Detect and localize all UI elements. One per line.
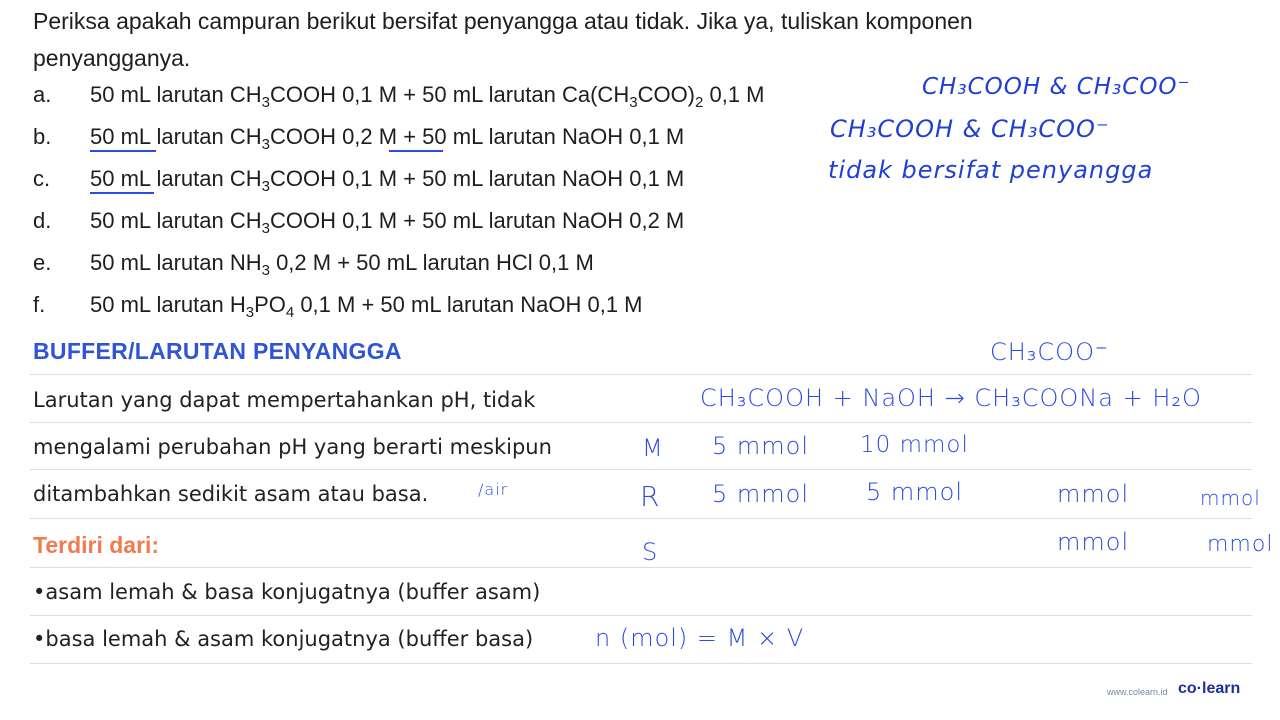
divider — [30, 374, 1252, 375]
bullet-dot: • — [33, 580, 46, 604]
option-list — [33, 82, 833, 321]
definition-line-2: mengalami perubahan pH yang berarti meskipun — [33, 435, 552, 459]
divider — [30, 518, 1252, 519]
handwritten-formula: n (mol) = M × V — [595, 624, 805, 652]
handwritten-r-value-1: 5 mmol — [712, 480, 810, 508]
handwritten-air-note: /air — [478, 480, 509, 499]
definition-line-1: Larutan yang dapat mempertahankan pH, tidak — [33, 388, 536, 412]
option-letter: d. — [33, 208, 52, 233]
option-letter: c. — [33, 166, 51, 191]
handwritten-answer-c: tidak bersifat penyangga — [828, 156, 1154, 184]
divider — [30, 615, 1252, 616]
question-line-1: Periksa apakah campuran berikut bersifat penyangga atau tidak. Jika ya, tuliskan komponen — [33, 8, 973, 34]
handwritten-m-value-2: 10 mmol — [860, 432, 969, 458]
divider — [30, 422, 1252, 423]
option-item — [33, 250, 833, 286]
handwritten-s-value-3: mmol — [1057, 528, 1130, 556]
option-item — [33, 124, 833, 160]
definition-line-3: ditambahkan sedikit asam atau basa. — [33, 482, 429, 506]
divider — [30, 663, 1252, 664]
option-item — [33, 208, 833, 244]
option-item — [33, 82, 833, 118]
option-item — [33, 292, 833, 328]
handwritten-reaction: CH₃COOH + NaOH → CH₃COONa + H₂O — [700, 384, 1202, 412]
underline-mark-c-volume — [90, 192, 154, 194]
option-text: 50 mL larutan $H_3PO_4$ 0,1 M + 50 mL larutan NaOH 0,1 M — [90, 292, 643, 321]
handwritten-r-value-4: mmol — [1200, 486, 1261, 510]
handwritten-m-label: M — [642, 434, 664, 462]
bullet-item-1 — [33, 580, 540, 604]
buffer-section-title: BUFFER/LARUTAN PENYANGGA — [33, 338, 402, 364]
footer-url: www.colearn.id — [1107, 687, 1168, 697]
handwritten-s-value-4: mmol — [1207, 532, 1274, 557]
underline-mark-b-volume — [90, 150, 156, 152]
handwritten-m-value-1: 5 mmol — [712, 432, 810, 460]
underline-mark-b-concentration — [389, 150, 443, 152]
handwritten-r-value-3: mmol — [1057, 480, 1130, 508]
bullet-text: basa lemah & asam konjugatnya (buffer basa) — [45, 627, 534, 651]
bullet-item-2 — [33, 627, 533, 651]
option-text: 50 mL larutan $NH_3$ 0,2 M + 50 mL larutan HCl 0,1 M — [90, 250, 594, 279]
option-text: 50 mL larutan $CH_3COOH$ 0,1 M + 50 mL larutan NaOH 0,2 M — [90, 208, 685, 237]
divider — [30, 469, 1252, 470]
handwritten-answer-b: CH₃COOH & CH₃COO⁻ — [830, 115, 1110, 143]
question-line-2: penyangganya. — [33, 45, 191, 71]
handwritten-r-label: R — [640, 480, 661, 513]
option-letter: a. — [33, 82, 52, 107]
colearn-logo: co·learn — [1178, 680, 1241, 697]
option-text: 50 mL larutan $CH_3COOH$ 0,1 M + 50 mL larutan $Ca(CH_3COO)_2$ 0,1 M — [90, 82, 765, 111]
handwritten-answer-a: CH₃COOH & CH₃COO⁻ — [922, 74, 1191, 100]
bullet-text: asam lemah & basa konjugatnya (buffer asam) — [45, 580, 541, 604]
option-text: 50 mL larutan $CH_3COOH$ 0,2 M + 50 mL larutan NaOH 0,1 M — [90, 124, 685, 153]
terdiri-section-title: Terdiri dari: — [33, 532, 160, 558]
bullet-dot: • — [33, 627, 46, 651]
divider — [30, 567, 1252, 568]
option-letter: b. — [33, 124, 52, 149]
option-text: 50 mL larutan $CH_3COOH$ 0,1 M + 50 mL larutan NaOH 0,1 M — [90, 166, 685, 195]
handwritten-ion: CH₃COO⁻ — [990, 338, 1109, 366]
option-item — [33, 166, 833, 202]
option-letter: e. — [33, 250, 52, 275]
option-letter: f. — [33, 292, 46, 317]
handwritten-r-value-2: 5 mmol — [866, 478, 964, 506]
handwritten-s-label: S — [642, 538, 659, 566]
